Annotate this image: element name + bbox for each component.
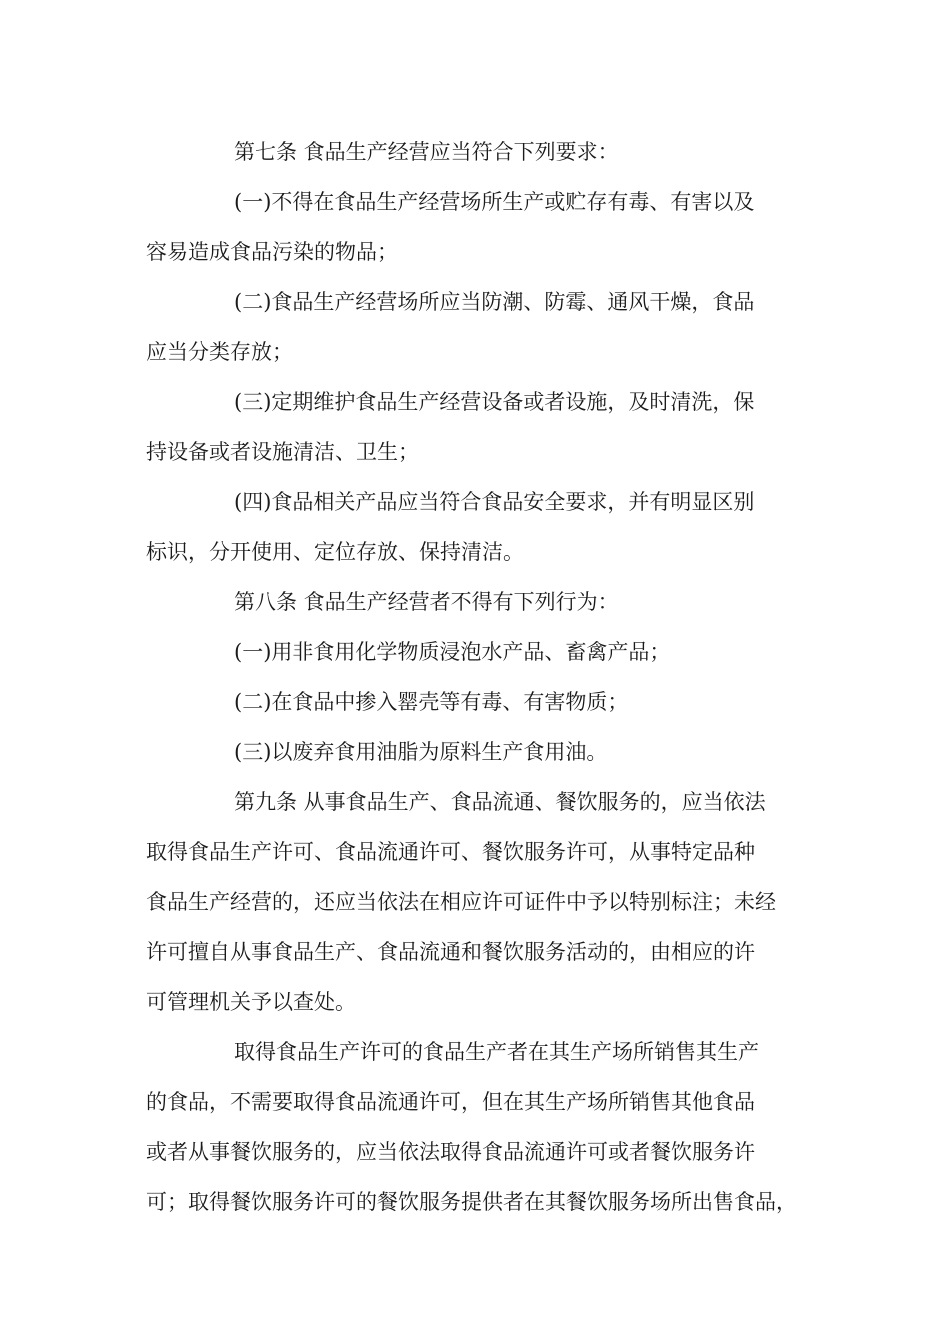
article-8-item-3: (三)以废弃食用油脂为原料生产食用油。 [234,740,608,764]
article-7-item-1-cont: 容易造成食品污染的物品； [146,240,398,264]
article-8-item-2: (二)在食品中掺入罂壳等有毒、有害物质； [234,690,629,714]
article-7-item-3: (三)定期维护食品生产经营设备或者设施，及时清洗，保 [234,390,755,414]
article-7-item-3-cont: 持设备或者设施清洁、卫生； [146,440,419,464]
article-7-item-2-cont: 应当分类存放； [146,340,293,364]
paragraph-line-2: 的食品，不需要取得食品流通许可，但在其生产场所销售其他食品 [146,1090,755,1114]
article-8-item-1: (一)用非食用化学物质浸泡水产品、畜禽产品； [234,640,671,664]
paragraph-line-1: 取得食品生产许可的食品生产者在其生产场所销售其生产 [234,1040,759,1064]
article-7-item-4-cont: 标识，分开使用、定位存放、保持清洁。 [146,540,524,564]
article-7-heading: 第七条 食品生产经营应当符合下列要求： [234,140,619,164]
paragraph-line-4: 可；取得餐饮服务许可的餐饮服务提供者在其餐饮服务场所出售食品， [146,1190,797,1214]
paragraph-line-3: 或者从事餐饮服务的，应当依法取得食品流通许可或者餐饮服务许 [146,1140,755,1164]
article-9-line-1: 第九条 从事食品生产、食品流通、餐饮服务的，应当依法 [234,790,766,814]
article-9-line-3: 食品生产经营的，还应当依法在相应许可证件中予以特别标注；未经 [146,890,776,914]
article-9-line-4: 许可擅自从事食品生产、食品流通和餐饮服务活动的，由相应的许 [146,940,755,964]
article-9-line-5: 可管理机关予以查处。 [146,990,356,1014]
article-7-item-4: (四)食品相关产品应当符合食品安全要求，并有明显区别 [234,490,755,514]
article-8-heading: 第八条 食品生产经营者不得有下列行为： [234,590,619,614]
article-7-item-2: (二)食品生产经营场所应当防潮、防霉、通风干燥，食品 [234,290,755,314]
article-7-item-1: (一)不得在食品生产经营场所生产或贮存有毒、有害以及 [234,190,755,214]
article-9-line-2: 取得食品生产许可、食品流通许可、餐饮服务许可，从事特定品种 [146,840,755,864]
